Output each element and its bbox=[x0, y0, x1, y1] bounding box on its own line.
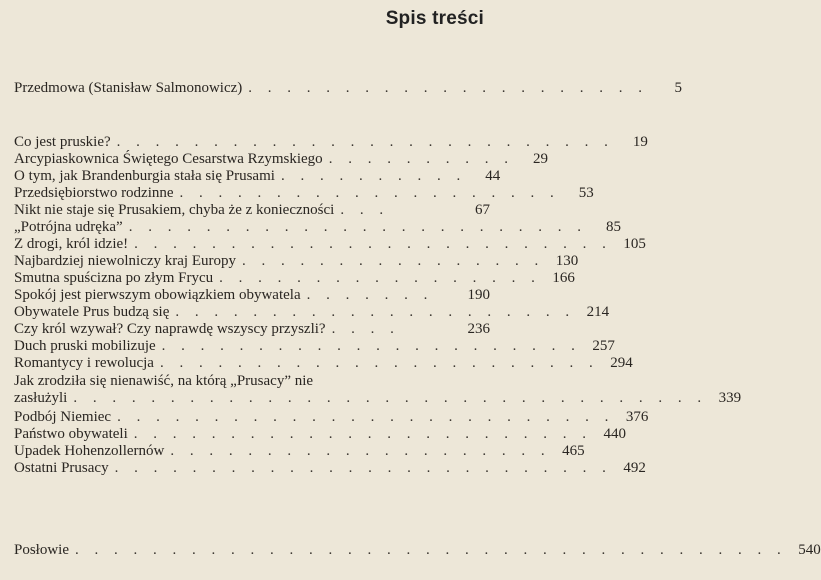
leader-dots: . . . . . . . . . . . . . . . . . . . . . . . . . . bbox=[114, 460, 612, 476]
toc-entry-page: 294 bbox=[610, 355, 633, 371]
leader-dots: . . . bbox=[340, 202, 390, 218]
toc-entry-title: Przedsiębiorstwo rodzinne bbox=[14, 185, 174, 201]
toc-entry bbox=[14, 443, 585, 460]
leader-dots: . . . . . . . . . . . . . . . . . . . . . . . . . . bbox=[116, 134, 614, 150]
toc-entry-title: Upadek Hohenzollernów bbox=[14, 443, 165, 459]
toc-entry-page: 214 bbox=[586, 304, 610, 320]
toc-entry-page: 376 bbox=[625, 409, 649, 425]
leader-dots: . . . . . . . . . . . . . . . . . . . . . . . . bbox=[133, 426, 592, 442]
toc-entry-title: Romantycy i rewolucja bbox=[14, 355, 154, 371]
toc-entry-page: 53 bbox=[578, 185, 594, 201]
leader-dots: . . . . . . . . . . . . . . . . . . . . . . . . . . . . . . . . . . . . . bbox=[75, 542, 787, 558]
leader-dots: . . . . . . . . . . . . . . . . . . . . . . . . . bbox=[134, 236, 612, 252]
toc-entry bbox=[14, 185, 594, 202]
leader-dots: . . . . . . . . . . . . . . . . . bbox=[219, 270, 541, 286]
leader-dots: . . . . . . . . . . bbox=[328, 151, 514, 167]
toc-entry-page: 339 bbox=[718, 390, 742, 406]
toc-entry-title: O tym, jak Brandenburgia stała się Prusami bbox=[14, 168, 275, 184]
toc-entry-title: Smutna spuścizna po złym Frycu bbox=[14, 270, 214, 286]
leader-dots: . . . . . . . . . . . . . . . . . . . . . bbox=[248, 80, 649, 96]
toc-entry-page: 29 bbox=[532, 151, 548, 167]
leader-dots: . . . . . . . bbox=[306, 287, 434, 303]
toc-entry bbox=[14, 219, 621, 236]
leader-dots: . . . . . . . . . . . . . . . . . . . . . . . . bbox=[128, 219, 587, 235]
toc-entry-title: Z drogi, król idzie! bbox=[14, 236, 129, 252]
leader-dots: . . . . . . . . . . . . . . . . . . . . . bbox=[175, 304, 576, 320]
toc-entry-page: 85 bbox=[605, 219, 621, 235]
toc-entry-title: Czy król wzywał? Czy naprawdę wszyscy przyszli? bbox=[14, 321, 326, 337]
toc-entry-title: Państwo obywateli bbox=[14, 426, 128, 442]
toc-entry bbox=[14, 409, 649, 426]
leader-dots: . . . . . . . . . . . . . . . . . . . . . . . . . . bbox=[117, 409, 615, 425]
leader-dots: . . . . . . . . . . bbox=[280, 168, 467, 184]
toc-entry bbox=[14, 80, 683, 97]
toc-entry-page: 44 bbox=[485, 168, 501, 184]
toc-entry bbox=[14, 321, 490, 338]
leader-dots: . . . . . . . . . . . . . . . . . . . . . . . . . . . . . . . . . bbox=[73, 390, 708, 406]
toc-entry-title: Najbardziej niewolniczy kraj Europy bbox=[14, 253, 236, 269]
leader-dots: . . . . . . . . . . . . . . . . bbox=[242, 253, 545, 269]
toc-entry-page: 105 bbox=[623, 236, 646, 252]
toc-entry-title: Ostatni Prusacy bbox=[14, 460, 109, 476]
toc-entry-title: Podbój Niemiec bbox=[14, 409, 112, 425]
toc-entry-page: 236 bbox=[467, 321, 490, 337]
toc-entry-page: 465 bbox=[562, 443, 585, 459]
leader-dots: . . . . . . . . . . . . . . . . . . . . bbox=[179, 185, 560, 201]
toc-entry bbox=[14, 304, 610, 321]
toc-entry bbox=[14, 151, 548, 168]
leader-dots: . . . . . . . . . . . . . . . . . . . . . . bbox=[161, 338, 581, 354]
toc-entry-title: Arcypiaskownica Świętego Cesarstwa Rzymskiego bbox=[14, 151, 323, 167]
toc-entry bbox=[14, 236, 646, 253]
toc-entry-title: Duch pruski mobilizuje bbox=[14, 338, 156, 354]
toc-entry-title: Nikt nie staje się Prusakiem, chyba że z konieczności bbox=[14, 202, 335, 218]
toc-entry-title: Spokój jest pierwszym obowiązkiem obywatela bbox=[14, 287, 301, 303]
leader-dots: . . . . bbox=[331, 321, 400, 337]
toc-entry bbox=[14, 460, 646, 477]
toc-entry-page: 540 bbox=[798, 542, 821, 558]
toc-title: Spis treści bbox=[385, 8, 484, 29]
toc-entry-page: 257 bbox=[592, 338, 615, 354]
toc-entry-title: Co jest pruskie? bbox=[14, 134, 111, 150]
toc-entry-page: 5 bbox=[674, 80, 683, 96]
toc-entry-page: 19 bbox=[632, 134, 648, 150]
toc-entry-page: 492 bbox=[623, 460, 646, 476]
toc-entry bbox=[14, 355, 633, 372]
toc-entry bbox=[14, 338, 615, 355]
toc-entry-title: Przedmowa (Stanisław Salmonowicz) bbox=[14, 80, 243, 96]
toc-entry bbox=[14, 542, 821, 559]
toc-entry-title: Posłowie bbox=[14, 542, 70, 558]
toc-entry-page: 67 bbox=[475, 202, 490, 218]
toc-entry bbox=[14, 168, 501, 185]
toc-entry-title: „Potrójna udręka” bbox=[14, 219, 123, 235]
toc-entry-page: 190 bbox=[467, 287, 490, 303]
leader-dots: . . . . . . . . . . . . . . . . . . . . bbox=[170, 443, 551, 459]
toc-entry bbox=[14, 287, 490, 304]
toc-entry bbox=[14, 134, 648, 151]
toc-entry bbox=[14, 253, 579, 270]
toc-entry bbox=[14, 373, 742, 407]
toc-entry-title: Obywatele Prus budzą się bbox=[14, 304, 170, 320]
toc-entry-page: 166 bbox=[552, 270, 575, 286]
toc-entry-page: 130 bbox=[555, 253, 579, 269]
toc-entry bbox=[14, 426, 626, 443]
toc-entry-title-continued: zasłużyli bbox=[14, 390, 68, 406]
leader-dots: . . . . . . . . . . . . . . . . . . . . . . . bbox=[159, 355, 599, 371]
toc-entry bbox=[14, 202, 490, 219]
toc-entry-page: 440 bbox=[603, 426, 626, 442]
toc-entry-title: Jak zrodziła się nienawiść, na którą „Prusacy” nie bbox=[14, 373, 314, 389]
toc-entry bbox=[14, 270, 575, 287]
